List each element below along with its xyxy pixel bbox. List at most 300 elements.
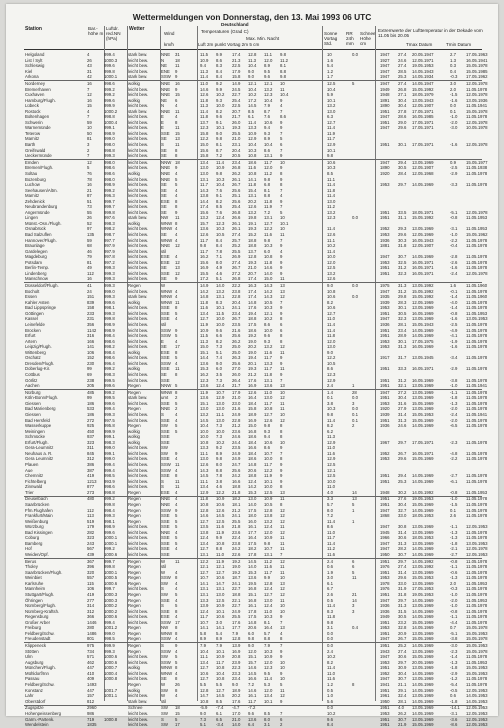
cell-value: 11 bbox=[280, 406, 285, 412]
station-name: Deuselbach bbox=[25, 496, 48, 502]
cell-value: 13.0 bbox=[327, 108, 336, 114]
cell-value: 26.4 bbox=[232, 377, 241, 383]
cell-value: 18.2 bbox=[248, 546, 257, 552]
cell-value: 999.5 bbox=[104, 395, 115, 401]
cell-value: 1935 bbox=[380, 294, 390, 300]
station-name: Weiden/Opf. bbox=[25, 551, 49, 557]
cell-value: 12.2 bbox=[264, 467, 273, 473]
cell-value: 998.6 bbox=[104, 165, 115, 171]
cell-value: stark bew. bbox=[128, 52, 148, 57]
cell-value: 16 bbox=[87, 276, 92, 282]
station-name: Weißenburg bbox=[25, 518, 49, 524]
cell-value: 30.1 bbox=[398, 142, 407, 147]
station-name: Osnabrück bbox=[25, 226, 46, 232]
cell-value: 937 bbox=[87, 434, 95, 440]
cell-value: 16 bbox=[87, 182, 92, 188]
cell-value: 11.3 bbox=[200, 68, 209, 74]
cell-value: 26 bbox=[175, 682, 180, 687]
cell-value: SSW bbox=[161, 467, 171, 473]
cell-value: 20.4 bbox=[232, 299, 241, 305]
cell-value: 31 bbox=[175, 52, 180, 57]
cell-value: 9.8 bbox=[327, 153, 333, 159]
cell-value: 0.0 bbox=[352, 215, 358, 221]
cell-value: 22.6 bbox=[232, 551, 241, 557]
cell-value: 10.3 bbox=[264, 648, 273, 654]
cell-value: 205 bbox=[87, 383, 95, 389]
cell-value: 13.0 bbox=[200, 170, 209, 176]
cell-value: 13.05.1969 bbox=[412, 630, 434, 636]
station-name: Brocken bbox=[25, 327, 41, 333]
station-name: Essen bbox=[25, 294, 37, 300]
cell-value: 11.05.1978 bbox=[466, 86, 488, 92]
station-name: Ulm bbox=[25, 654, 33, 660]
cell-value: S bbox=[161, 412, 164, 417]
cell-value: 386 bbox=[87, 461, 95, 467]
cell-value: 5.7 bbox=[264, 630, 270, 636]
cell-value: SSE bbox=[161, 513, 170, 519]
cell-value: 12.7 bbox=[200, 665, 209, 671]
cell-value: 11 bbox=[175, 461, 180, 467]
cell-value: 4 bbox=[175, 636, 178, 642]
cell-value: 13.3 bbox=[264, 360, 273, 366]
cell-value: 17.5 bbox=[248, 322, 257, 327]
cell-value: 1947 bbox=[380, 80, 390, 86]
cell-value: 1000.6 bbox=[104, 614, 118, 620]
cell-value: 59 bbox=[87, 237, 92, 243]
cell-value: 15.1 bbox=[248, 654, 257, 660]
cell-value: 16.0 bbox=[248, 518, 257, 524]
cell-value: 13.4 bbox=[264, 693, 273, 699]
cell-value: leicht bew. bbox=[128, 243, 149, 249]
cell-value: 12.4 bbox=[216, 215, 225, 221]
cell-value: 17.4 bbox=[232, 52, 241, 57]
cell-value: 20.2 bbox=[248, 198, 257, 204]
station-name: Schleswig bbox=[25, 63, 45, 69]
cell-value: 12.1 bbox=[200, 564, 209, 570]
cell-value: 13.05.1969 bbox=[412, 540, 434, 546]
cell-value: 1000.1 bbox=[104, 535, 118, 541]
cell-value: 8.5 bbox=[248, 108, 254, 114]
cell-value: 999.1 bbox=[104, 434, 115, 440]
cell-value: 12.1 bbox=[216, 564, 225, 570]
cell-value: SSE bbox=[161, 524, 170, 530]
cell-value: SSW bbox=[161, 333, 171, 339]
cell-value: 11.4 bbox=[327, 327, 336, 333]
cell-value: 1951 bbox=[380, 310, 390, 316]
cell-value: 16.05.1943 bbox=[412, 237, 434, 243]
cell-value: 999.7 bbox=[104, 586, 115, 592]
cell-value: 998.6 bbox=[104, 170, 115, 176]
cell-value: 11.05.1978 bbox=[466, 395, 488, 401]
cell-value: 14.05.1969 bbox=[412, 614, 434, 620]
cell-value: 6.6 bbox=[216, 333, 222, 339]
cell-value: 13.0 bbox=[200, 165, 209, 171]
cell-value: 31.5 bbox=[398, 608, 407, 614]
cell-value: 17.05.1962 bbox=[466, 74, 488, 80]
cell-value: 20.8 bbox=[232, 654, 241, 660]
cell-value: leicht bew. bbox=[128, 360, 149, 366]
cell-value: 1951 bbox=[380, 643, 390, 649]
cell-value: SE bbox=[161, 147, 167, 153]
cell-value: 7 bbox=[280, 551, 283, 557]
cell-value: 11 bbox=[280, 496, 285, 502]
header-altitude: Bar.-höhe m bbox=[88, 26, 104, 37]
cell-value: stark bew. bbox=[128, 74, 148, 80]
cell-value: 17.7 bbox=[248, 529, 257, 535]
cell-value: -1.0 bbox=[450, 592, 458, 597]
cell-value: 9 bbox=[175, 74, 178, 80]
cell-value: 3.3 bbox=[327, 496, 333, 502]
cell-value: 11 bbox=[280, 569, 285, 575]
station-name: Karlsruhe bbox=[25, 580, 44, 586]
station-name: Manschnow bbox=[25, 276, 48, 282]
cell-value: 998.3 bbox=[104, 439, 115, 445]
cell-value: 11.1 bbox=[200, 654, 209, 660]
cell-value: 9 bbox=[280, 243, 283, 249]
cell-value: 1.2 bbox=[327, 682, 333, 687]
cell-value: 81 bbox=[87, 259, 92, 265]
cell-value: 11.05.1978 bbox=[466, 502, 488, 507]
cell-value: 12.8 bbox=[248, 52, 257, 57]
cell-value: 1881 bbox=[380, 243, 390, 249]
cell-value: 112 bbox=[87, 507, 94, 513]
cell-value: 1966 bbox=[380, 535, 390, 541]
cell-value: 30.7 bbox=[398, 716, 407, 722]
cell-value: 12 bbox=[280, 507, 285, 513]
cell-value: 8.2 bbox=[216, 198, 222, 204]
cell-value: 13.05.1953 bbox=[466, 540, 488, 546]
cell-value: 78 bbox=[87, 176, 92, 182]
cell-value: 10.4 bbox=[216, 670, 225, 676]
cell-value: Regen bbox=[128, 489, 141, 495]
cell-value: leicht bew. bbox=[128, 529, 149, 535]
cell-value: 1951 bbox=[380, 395, 390, 401]
cell-value: 11.1 bbox=[200, 478, 209, 484]
cell-value: 8 bbox=[280, 333, 283, 339]
cell-value: 12 bbox=[175, 270, 180, 276]
cell-value: 997.8 bbox=[104, 254, 115, 260]
cell-value: 8.5 bbox=[264, 710, 270, 716]
station-name: Zinnwald bbox=[25, 484, 43, 490]
cell-value: 9.9 bbox=[264, 575, 270, 581]
cell-value: 18.4 bbox=[248, 439, 257, 445]
cell-value: 12.05.1969 bbox=[412, 232, 434, 237]
cell-value: 6 bbox=[280, 322, 283, 327]
cell-value: 11.05.1978 bbox=[466, 535, 488, 541]
cell-value: 15.5 bbox=[200, 270, 209, 276]
cell-value: 26.2 bbox=[232, 338, 241, 344]
cell-value: 18 bbox=[175, 159, 180, 165]
cell-value: 9.0 bbox=[327, 283, 333, 289]
cell-value: 20.7 bbox=[232, 108, 241, 114]
cell-value: 11 bbox=[280, 276, 285, 282]
cell-value: 21.2 bbox=[232, 423, 241, 429]
cell-value: 4 bbox=[175, 288, 178, 294]
cell-value: 26.7 bbox=[398, 636, 407, 642]
cell-value: 9 bbox=[175, 507, 178, 513]
cell-value: 24.9 bbox=[232, 608, 241, 614]
cell-value: 11.8 bbox=[200, 97, 209, 103]
cell-value: 877 bbox=[87, 484, 95, 490]
cell-value: leicht bew. bbox=[128, 209, 149, 215]
cell-value: 17.7 bbox=[232, 625, 241, 631]
cell-value: 11 bbox=[280, 524, 285, 530]
cell-value: 12.6 bbox=[327, 276, 336, 282]
cell-value: 4 bbox=[175, 170, 178, 176]
cell-value: 1 bbox=[352, 507, 355, 513]
cell-value: 20.05.1947 bbox=[412, 52, 434, 57]
cell-value: 8 bbox=[175, 630, 178, 636]
cell-value: 11.05.1978 bbox=[466, 237, 488, 243]
cell-value: 998.5 bbox=[104, 473, 115, 479]
cell-value: 5 bbox=[175, 513, 178, 519]
cell-value: 15.8 bbox=[232, 74, 241, 80]
cell-value: 14.0 bbox=[216, 283, 225, 289]
cell-value: 41 bbox=[87, 283, 92, 289]
cell-value: 11.8 bbox=[200, 114, 209, 120]
cell-value: SSE bbox=[161, 551, 170, 557]
cell-value: leicht bew. bbox=[128, 176, 149, 182]
cell-value: 10.1 bbox=[216, 125, 225, 131]
cell-value: 7 bbox=[280, 130, 283, 136]
cell-value: 12.05.1978 bbox=[466, 546, 488, 552]
cell-value: S bbox=[161, 478, 164, 484]
cell-value: 19.05.1953 bbox=[412, 63, 434, 69]
cell-value: 13.0 bbox=[264, 597, 273, 603]
cell-value: 1000.2 bbox=[104, 108, 118, 114]
cell-value: 8 bbox=[280, 484, 283, 490]
cell-value: 22.7 bbox=[232, 92, 241, 98]
cell-value: 998.4 bbox=[104, 333, 115, 339]
cell-value: SW bbox=[161, 445, 168, 451]
station-name: Großer Arber bbox=[25, 619, 51, 625]
cell-value: 11.05.1978 bbox=[466, 614, 488, 620]
station-name: Ueckermünde bbox=[25, 153, 52, 159]
cell-value: 25.4 bbox=[232, 204, 241, 210]
station-name: Saarbrücken/Flugh. bbox=[25, 569, 63, 575]
cell-value: 1947 bbox=[380, 52, 390, 57]
cell-value: 11.7 bbox=[264, 159, 273, 165]
cell-value: 999.4 bbox=[104, 406, 115, 412]
cell-value: 10 bbox=[280, 389, 285, 395]
cell-value: 11.05.1978 bbox=[466, 417, 488, 423]
cell-value: Regen bbox=[128, 502, 141, 507]
cell-value: 12.7 bbox=[200, 676, 209, 682]
cell-value: 12 bbox=[280, 529, 285, 535]
cell-value: leicht bew. bbox=[128, 484, 149, 490]
cell-value: 23.1 bbox=[232, 142, 241, 147]
cell-value: 12.2 bbox=[200, 136, 209, 142]
cell-value: 31.3 bbox=[398, 344, 407, 350]
cell-value: 2.0 bbox=[450, 580, 456, 586]
cell-value: 14.05.1969 bbox=[412, 625, 434, 631]
cell-value: 19.05.1953 bbox=[412, 496, 434, 502]
cell-value: 12.2 bbox=[327, 355, 336, 361]
cell-value: 13.0 bbox=[216, 592, 225, 597]
cell-value: 21.3 bbox=[232, 57, 241, 63]
cell-value: 999.3 bbox=[104, 648, 115, 654]
cell-value: 1920 bbox=[380, 406, 390, 412]
cell-value: 8 bbox=[175, 204, 178, 210]
station-name: Angermünde bbox=[25, 209, 50, 215]
cell-value: 9.3 bbox=[264, 130, 270, 136]
station-name: Nürburg bbox=[25, 389, 41, 395]
cell-value: NNE bbox=[161, 243, 171, 249]
cell-value: 11 bbox=[175, 484, 180, 490]
cell-value: 238 bbox=[87, 377, 95, 383]
cell-value: 15.0 bbox=[264, 276, 273, 282]
cell-value: 23.8 bbox=[232, 288, 241, 294]
cell-value: 24.1 bbox=[232, 305, 241, 311]
cell-value: leicht bew. bbox=[128, 710, 149, 716]
cell-value: leicht bew. bbox=[128, 92, 149, 98]
cell-value: 28.6 bbox=[398, 114, 407, 120]
cell-value: 999.2 bbox=[104, 546, 115, 552]
cell-value: 13.6 bbox=[248, 575, 257, 581]
cell-value: 5 bbox=[175, 535, 178, 541]
cell-value: 12.4 bbox=[248, 478, 257, 484]
station-name: Klippeneck bbox=[25, 643, 47, 649]
cell-value: 19.2 bbox=[248, 333, 257, 339]
cell-value: 1947 bbox=[380, 597, 390, 603]
cell-value: 12.3 bbox=[327, 215, 336, 221]
cell-value: -1.1 bbox=[450, 614, 458, 620]
cell-value: 3.5 bbox=[216, 371, 222, 377]
cell-value: 13.05.1969 bbox=[412, 665, 434, 671]
cell-value: 2.7 bbox=[450, 52, 456, 57]
cell-value: 11.05.1978 bbox=[466, 305, 488, 311]
cell-value: 12.2 bbox=[264, 226, 273, 232]
cell-value: 10.9 bbox=[264, 496, 273, 502]
station-name: Soltau bbox=[25, 170, 38, 176]
cell-value: 998.9 bbox=[104, 322, 115, 327]
cell-value: 1953 bbox=[380, 344, 390, 350]
cell-value: 10.1 bbox=[280, 220, 289, 226]
cell-value: 1.4 bbox=[327, 389, 333, 395]
cell-value: 999.8 bbox=[104, 502, 115, 507]
cell-value: 11 bbox=[175, 142, 180, 147]
cell-value: 1936 bbox=[380, 237, 390, 243]
cell-value: 8.9 bbox=[264, 136, 270, 142]
cell-value: 999.7 bbox=[104, 204, 115, 210]
cell-value: SSE bbox=[161, 130, 170, 136]
cell-value: 31.3 bbox=[398, 540, 407, 546]
cell-value: E bbox=[161, 114, 164, 120]
cell-value: SE bbox=[161, 136, 167, 142]
cell-value: 17.4 bbox=[248, 276, 257, 282]
cell-value: 9.0 bbox=[248, 74, 254, 80]
cell-value: 8 bbox=[280, 338, 283, 344]
cell-value: 22.3 bbox=[232, 665, 241, 671]
cell-value: 17 bbox=[175, 619, 180, 625]
cell-value: -4.1 bbox=[450, 333, 458, 339]
cell-value: 1000.3 bbox=[104, 597, 118, 603]
cell-value: leicht bew. bbox=[128, 551, 149, 557]
station-name: Feldberg/Schw. bbox=[25, 682, 55, 687]
cell-value: 1951 bbox=[380, 705, 390, 711]
cell-value: 2 bbox=[87, 147, 90, 153]
cell-value: 5 bbox=[175, 524, 178, 530]
cell-value: 8 bbox=[175, 305, 178, 311]
cell-value: 15.05.1969 bbox=[412, 400, 434, 406]
cell-value: 8 bbox=[175, 473, 178, 479]
station-name: Mannheim bbox=[25, 586, 46, 592]
cell-value: 5 bbox=[352, 569, 355, 575]
cell-value: 17.6 bbox=[232, 619, 241, 625]
cell-value: -1.0 bbox=[450, 496, 458, 502]
cell-value: leicht bew. bbox=[128, 270, 149, 276]
cell-value: leicht bew. bbox=[128, 371, 149, 377]
cell-value: 5 bbox=[175, 310, 178, 316]
cell-value: 27.1 bbox=[398, 92, 407, 98]
cell-value: 24.6 bbox=[232, 434, 241, 440]
cell-value: 14.05.1969 bbox=[412, 182, 434, 188]
cell-value: wolkig bbox=[128, 220, 140, 226]
cell-value: -1.3 bbox=[450, 400, 458, 406]
cell-value: 4 bbox=[175, 103, 178, 109]
cell-value: 13.05.1969 bbox=[412, 716, 434, 722]
cell-value: 8 bbox=[175, 220, 178, 226]
cell-value: 4.0 bbox=[327, 489, 333, 495]
cell-value: 13.9 bbox=[200, 603, 209, 609]
cell-value: 14.6 bbox=[200, 513, 209, 519]
cell-value: 10.6 bbox=[216, 575, 225, 581]
cell-value: 8 bbox=[175, 147, 178, 153]
cell-value: 13.2 bbox=[248, 209, 257, 215]
cell-value: 9.6 bbox=[216, 114, 222, 120]
cell-value: 4 bbox=[87, 52, 90, 57]
cell-value: 11.6 bbox=[327, 551, 336, 557]
cell-value: 12.8 bbox=[264, 580, 273, 586]
cell-value: 24.5 bbox=[232, 86, 241, 92]
cell-value: 15.05.1969 bbox=[412, 654, 434, 660]
cell-value: 11.05.1978 bbox=[466, 507, 488, 513]
cell-value: 12 bbox=[280, 518, 285, 524]
cell-value: 9 bbox=[280, 614, 283, 620]
cell-value: 15.05.1978 bbox=[466, 108, 488, 114]
cell-value: 11.05.1978 bbox=[466, 513, 488, 519]
cell-value: -0.8 bbox=[450, 489, 458, 495]
cell-value: 27.8 bbox=[398, 108, 407, 114]
cell-value: 1000.6 bbox=[104, 654, 118, 660]
cell-value: Regen bbox=[128, 518, 141, 524]
cell-value: 11.05.1978 bbox=[466, 558, 488, 564]
cell-value: 10.9 bbox=[216, 603, 225, 609]
station-name: Düsseldorf/Flugh. bbox=[25, 283, 59, 289]
cell-value: 6.1 bbox=[327, 580, 333, 586]
cell-value: 999.9 bbox=[104, 643, 115, 649]
cell-value: 0.7 bbox=[450, 625, 456, 631]
cell-value: 4 bbox=[280, 103, 283, 109]
cell-value: 10.05.1978 bbox=[466, 125, 488, 131]
cell-value: 26.8 bbox=[398, 86, 407, 92]
cell-value: stil bbox=[161, 248, 167, 254]
cell-value: 5 bbox=[280, 136, 283, 142]
station-name: Coburg bbox=[25, 535, 40, 541]
cell-value: 1.9 bbox=[327, 569, 333, 575]
cell-value: 11.0 bbox=[200, 80, 209, 86]
station-name: Wasserkuppe bbox=[25, 423, 52, 429]
cell-value: 18 bbox=[175, 57, 180, 63]
cell-value: 1 bbox=[352, 518, 355, 524]
cell-value: 16.05.1971 bbox=[412, 270, 434, 276]
cell-value: 1947 bbox=[380, 159, 390, 165]
cell-value: 13.0 bbox=[216, 406, 225, 412]
cell-value: 999.7 bbox=[104, 198, 115, 204]
cell-value: 13.05.1969 bbox=[412, 524, 434, 530]
cell-value: 27.4 bbox=[398, 52, 407, 57]
cell-value: -5.1 bbox=[450, 630, 458, 636]
